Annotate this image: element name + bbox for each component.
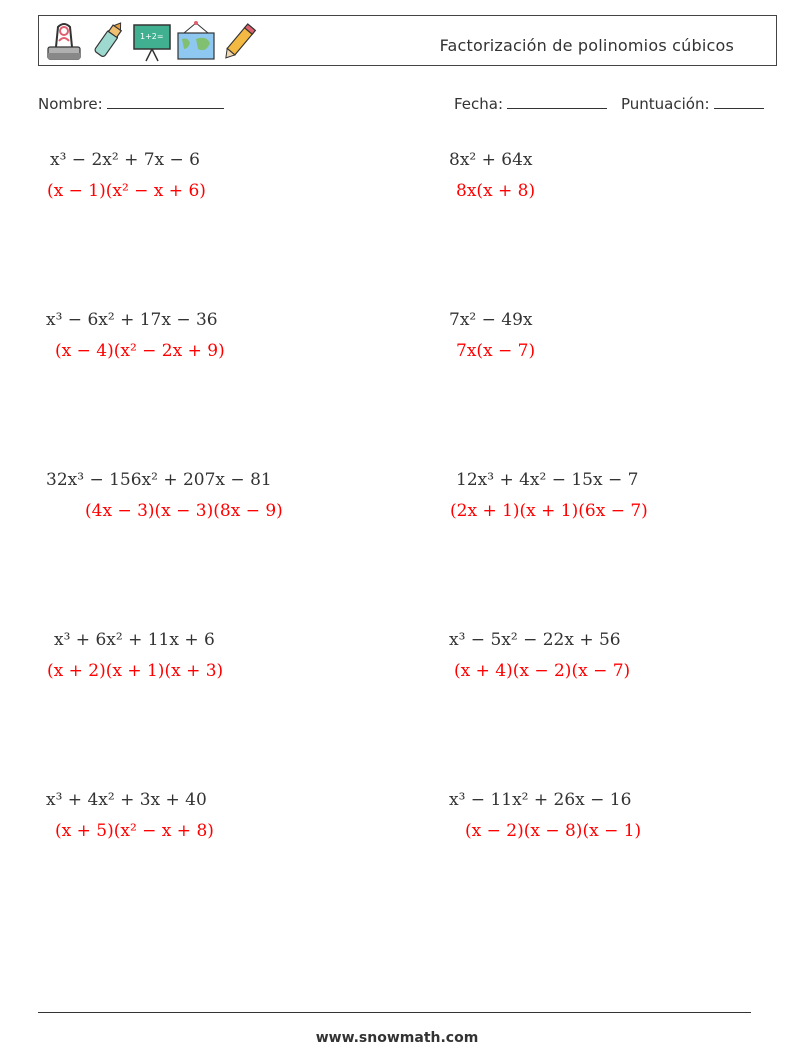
problem-answer: (x + 2)(x + 1)(x + 3) (47, 661, 224, 681)
score-field (621, 94, 764, 113)
date-label: Fecha: (454, 95, 504, 113)
date-field (454, 94, 607, 113)
problem-question: x³ + 6x² + 11x + 6 (54, 630, 215, 650)
score-label: Puntuación: (621, 95, 710, 113)
problem-answer: (x − 1)(x² − x + 6) (47, 181, 206, 201)
name-label: Nombre: (38, 95, 103, 113)
problem-answer: (x + 5)(x² − x + 8) (55, 821, 214, 841)
svg-text:1+2=: 1+2= (140, 32, 164, 41)
problem-answer: 7x(x − 7) (456, 341, 536, 361)
name-blank[interactable] (107, 94, 224, 109)
problem-answer: (2x + 1)(x + 1)(6x − 7) (450, 501, 648, 521)
map-icon (176, 19, 216, 63)
problem-question: x³ − 2x² + 7x − 6 (50, 150, 200, 170)
worksheet-title: Factorización de polinomios cúbicos (439, 36, 734, 55)
problem-answer: (x + 4)(x − 2)(x − 7) (454, 661, 631, 681)
header-icons (44, 19, 260, 63)
problem-question: 7x² − 49x (449, 310, 533, 330)
pencil-icon (220, 19, 260, 63)
problem-question: x³ − 6x² + 17x − 36 (46, 310, 218, 330)
problem-question: x³ + 4x² + 3x + 40 (46, 790, 207, 810)
footer-divider (38, 1012, 751, 1013)
problem-question: x³ − 11x² + 26x − 16 (449, 790, 632, 810)
header-box (38, 15, 777, 66)
problem-question: 12x³ + 4x² − 15x − 7 (456, 470, 639, 490)
binder-clip-icon (44, 19, 84, 63)
problem-answer: (x − 2)(x − 8)(x − 1) (465, 821, 642, 841)
problem-question: 8x² + 64x (449, 150, 533, 170)
problem-answer: (x − 4)(x² − 2x + 9) (55, 341, 225, 361)
problem-answer: 8x(x + 8) (456, 181, 536, 201)
date-blank[interactable] (507, 94, 607, 109)
problem-question: x³ − 5x² − 22x + 56 (449, 630, 621, 650)
highlighter-icon (88, 19, 128, 63)
name-field (38, 94, 224, 113)
blackboard-icon (132, 19, 172, 63)
problem-answer: (4x − 3)(x − 3)(8x − 9) (85, 501, 283, 521)
score-blank[interactable] (714, 94, 764, 109)
problem-question: 32x³ − 156x² + 207x − 81 (46, 470, 272, 490)
footer-website[interactable]: www.snowmath.com (315, 1030, 479, 1046)
